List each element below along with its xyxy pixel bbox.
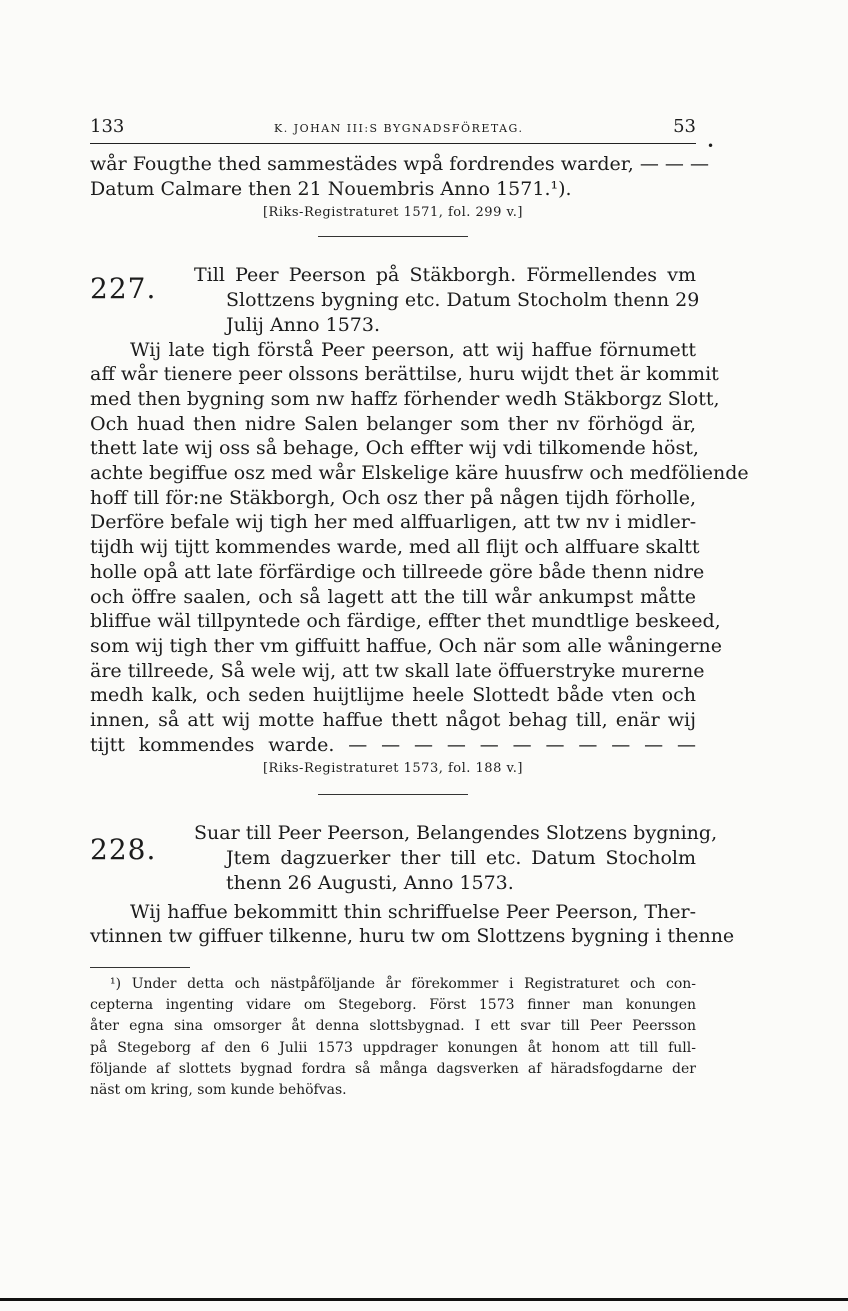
- section-divider: [318, 794, 468, 795]
- heading-line: Suar till Peer Peerson, Belangendes Slotzens bygning,: [194, 822, 718, 845]
- body-line: Och huad then nidre Salen belanger som ther nv förhögd är,: [90, 412, 696, 435]
- body-line: hoff till för:ne Stäkborgh, Och osz ther på någen tijdh förholle,: [90, 486, 696, 509]
- entry-heading: [90, 263, 700, 337]
- footnote-line: åter egna sina omsorger åt denna slottsbygnad. I ett svar till Peer Peersson: [90, 1018, 696, 1035]
- entry-body: [90, 338, 749, 758]
- entry-heading: [90, 821, 718, 895]
- print-mark: •: [707, 139, 715, 153]
- body-line: aff wår tienere peer olssons berättilse, huru wijdt thet är kommit: [90, 363, 719, 386]
- body-line: innen, så att wij motte haffue thett något behag till, enär wij: [90, 709, 696, 732]
- scan-edge: [0, 1298, 848, 1301]
- heading-line: Julij Anno 1573.: [226, 313, 381, 336]
- heading-line: Jtem dagzuerker ther till etc. Datum Stocholm: [226, 847, 696, 870]
- entry-number: 228.: [90, 833, 157, 867]
- body-line: med then bygning som nw haffz förhender wedh Stäkborgz Slott,: [90, 387, 720, 410]
- text-line: wår Fougthe thed sammestädes wpå fordrendes warder, — — —: [90, 153, 709, 175]
- body-line: medh kalk, och seden huijtlijme heele Slottedt både vten och: [90, 684, 696, 707]
- footnote: [90, 974, 696, 1101]
- body-line: och öffre saalen, och så lagett att the till wår ankumpst måtte: [90, 585, 696, 608]
- footnote-rule: [90, 967, 190, 968]
- footnote-line: på Stegeborg af den 6 Julii 1573 uppdrager konungen åt honom att till full-: [90, 1039, 696, 1056]
- heading-line: thenn 26 Augusti, Anno 1573.: [226, 871, 514, 894]
- intro-text: [90, 152, 709, 201]
- book-page: [90, 116, 749, 1101]
- section-divider: [318, 236, 468, 237]
- body-line: Derföre befale wij tigh her med alffuarligen, att tw nv i midler-: [90, 511, 697, 534]
- entry-number: 227.: [90, 272, 157, 306]
- entry-227: [90, 263, 749, 777]
- body-line: vtinnen tw giffuer tilkenne, huru tw om Slottzens bygning i thenne: [90, 925, 735, 948]
- body-line: thett late wij oss så behage, Och effter wij vdi tilkomende höst,: [90, 437, 699, 460]
- entry-body: [90, 900, 735, 949]
- footnote-line: följande af slottets bygnad fordra så många dagsverken af häradsfogdarne der: [90, 1060, 696, 1077]
- footnote-line: ¹) Under detta och nästpåföljande år förekommer i Registraturet och con-: [110, 975, 696, 992]
- body-line: tijtt kommendes warde. — — — — — — — — — — —: [90, 733, 696, 756]
- source-citation: [Riks-Registraturet 1571, fol. 299 v.]: [262, 205, 523, 221]
- heading-line: Till Peer Peerson på Stäkborgh. Förmellendes vm: [194, 264, 696, 287]
- body-line: bliffue wäl tillpyntede och färdige, effter thet mundtlige beskeed,: [90, 610, 721, 633]
- body-line: tijdh wij tijtt kommendes warde, med all flijt och alffuare skaltt: [90, 536, 700, 559]
- body-line: holle opå att late förfärdige och tillreede göre både thenn nidre: [90, 560, 705, 583]
- body-line: achte begiffue osz med wår Elskelige käre huusfrw och medföliende: [90, 462, 749, 485]
- body-line: som wij tigh ther vm giffuitt haffue, Och när som alle wåningerne: [90, 634, 722, 657]
- footnote-line: näst om kring, som kunde behöfvas.: [90, 1082, 347, 1098]
- heading-line: Slottzens bygning etc. Datum Stocholm thenn 29: [226, 289, 700, 312]
- footnote-line: cepterna ingenting vidare om Stegeborg. Först 1573 finner man konungen: [90, 997, 696, 1014]
- text-line: Datum Calmare then 21 Nouembris Anno 1571.¹).: [90, 177, 572, 200]
- entry-228: [90, 821, 735, 949]
- source-citation: [Riks-Registraturet 1573, fol. 188 v.]: [262, 761, 523, 777]
- body-line: Wij late tigh förstå Peer peerson, att wij haffue förnumett: [130, 338, 696, 361]
- running-header: [90, 116, 696, 144]
- page-number-right: 53: [673, 116, 696, 137]
- body-line: Wij haffue bekommitt thin schriffuelse Peer Peerson, Ther-: [130, 900, 696, 923]
- body-line: äre tillreede, Så wele wij, att tw skall late öffuerstryke murerne: [90, 659, 705, 682]
- page-number-left: 133: [90, 116, 125, 137]
- running-title: K. JOHAN III:S BYGNADSFÖRETAG.: [273, 122, 524, 135]
